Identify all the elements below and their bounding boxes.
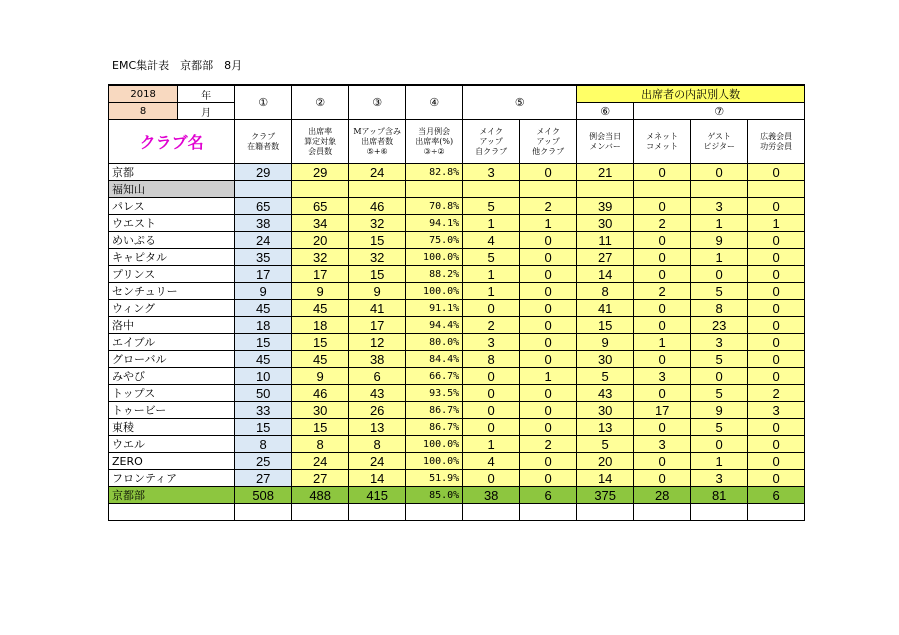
table-row [109,300,805,317]
value-cell: 82.8% [406,164,463,181]
empty-cell [406,504,463,521]
value-cell: 18 [235,317,292,334]
table-row [109,164,805,181]
value-cell: 50 [235,385,292,402]
value-cell: 32 [349,215,406,232]
table-body [109,164,805,521]
name-spacer-cell [178,317,235,334]
value-cell: 5 [691,385,748,402]
value-cell: 0 [520,470,577,487]
value-cell: 30 [577,215,634,232]
value-cell: 2 [748,385,805,402]
value-cell: 65 [235,198,292,215]
table-row [109,436,805,453]
table-row [109,453,805,470]
value-cell: 0 [748,453,805,470]
year-value: 2018 [109,85,178,103]
value-cell: 24 [292,453,349,470]
table-row [109,470,805,487]
value-cell: 0 [748,334,805,351]
value-cell: 15 [292,334,349,351]
col-header: メネット コメット [634,120,691,164]
value-cell: 32 [292,249,349,266]
value-cell: 43 [577,385,634,402]
value-cell: 0 [634,164,691,181]
value-cell: 3 [691,334,748,351]
value-cell: 9 [691,402,748,419]
col-header: ゲスト ビジター [691,120,748,164]
value-cell: 18 [292,317,349,334]
empty-cell [748,504,805,521]
table-row [109,368,805,385]
table-row [109,351,805,368]
value-cell: 14 [577,266,634,283]
col-num-1: ① [235,85,292,120]
col-num-6: ⑥ [577,103,634,120]
value-cell: 3 [463,164,520,181]
value-cell: 2 [634,283,691,300]
value-cell: 20 [292,232,349,249]
value-cell: 15 [349,232,406,249]
value-cell: 0 [634,453,691,470]
value-cell: 46 [292,385,349,402]
value-cell: 28 [634,487,691,504]
col-header: 当月例会 出席率(%) ③÷② [406,120,463,164]
value-cell: 0 [634,300,691,317]
value-cell: 0 [748,266,805,283]
value-cell: 84.4% [406,351,463,368]
value-cell: 38 [463,487,520,504]
value-cell: 8 [349,436,406,453]
value-cell: 0 [748,198,805,215]
name-spacer-cell [178,232,235,249]
value-cell: 3 [748,402,805,419]
value-cell: 0 [691,436,748,453]
document-title: EMC集計表 京都部 8月 [112,59,243,72]
value-cell: 0 [520,385,577,402]
total-row [109,487,805,504]
value-cell: 46 [349,198,406,215]
value-cell: 0 [748,317,805,334]
summary-table [108,84,805,521]
empty-cell [634,504,691,521]
value-cell: 15 [235,334,292,351]
value-cell: 0 [748,351,805,368]
value-cell: 14 [349,470,406,487]
value-cell: 5 [463,198,520,215]
value-cell: 0 [691,164,748,181]
value-cell: 45 [235,351,292,368]
club-name-cell: キャピタル [109,249,178,266]
value-cell: 5 [577,436,634,453]
table-row [109,385,805,402]
value-cell: 15 [292,419,349,436]
value-cell: 0 [748,232,805,249]
value-cell: 5 [577,368,634,385]
name-spacer-cell [178,453,235,470]
value-cell: 488 [292,487,349,504]
value-cell: 0 [748,368,805,385]
col-num-7: ⑦ [634,103,805,120]
table-row [109,317,805,334]
value-cell: 9 [691,232,748,249]
value-cell: 4 [463,232,520,249]
value-cell: 1 [520,215,577,232]
value-cell: 30 [292,402,349,419]
value-cell: 6 [748,487,805,504]
club-name-cell: ウィング [109,300,178,317]
value-cell: 0 [520,266,577,283]
value-cell: 65 [292,198,349,215]
value-cell: 34 [292,215,349,232]
value-cell: 93.5% [406,385,463,402]
value-cell: 23 [691,317,748,334]
value-cell: 0 [463,419,520,436]
value-cell: 0 [520,300,577,317]
value-cell: 15 [577,317,634,334]
value-cell: 0 [691,266,748,283]
value-cell: 41 [349,300,406,317]
value-cell: 100.0% [406,436,463,453]
value-cell: 0 [748,249,805,266]
value-cell: 9 [349,283,406,300]
value-cell: 3 [634,436,691,453]
value-cell: 4 [463,453,520,470]
name-spacer-cell [178,334,235,351]
value-cell: 5 [691,283,748,300]
value-cell: 12 [349,334,406,351]
value-cell: 6 [349,368,406,385]
value-cell: 0 [634,351,691,368]
empty-cell [109,504,178,521]
value-cell: 14 [577,470,634,487]
table-row [109,283,805,300]
value-cell: 51.9% [406,470,463,487]
name-spacer-cell [178,470,235,487]
value-cell [463,181,520,198]
name-spacer-cell [178,215,235,232]
value-cell: 0 [463,402,520,419]
value-cell: 0 [634,249,691,266]
value-cell [691,181,748,198]
value-cell: 0 [748,470,805,487]
col-header: 例会当日 メンバー [577,120,634,164]
value-cell: 17 [235,266,292,283]
value-cell: 100.0% [406,453,463,470]
value-cell: 1 [691,249,748,266]
value-cell: 3 [634,368,691,385]
value-cell: 2 [520,436,577,453]
value-cell: 43 [349,385,406,402]
value-cell [349,181,406,198]
value-cell: 0 [634,419,691,436]
value-cell: 0 [634,198,691,215]
value-cell: 35 [235,249,292,266]
value-cell: 3 [691,198,748,215]
value-cell: 10 [235,368,292,385]
value-cell: 33 [235,402,292,419]
table-row [109,181,805,198]
value-cell: 5 [691,351,748,368]
value-cell: 0 [520,419,577,436]
name-spacer-cell [178,266,235,283]
value-cell: 0 [748,419,805,436]
value-cell: 1 [691,215,748,232]
value-cell: 0 [634,266,691,283]
value-cell: 8 [463,351,520,368]
col-header: メイク アップ 自クラブ [463,120,520,164]
value-cell: 5 [463,249,520,266]
name-spacer-cell [178,402,235,419]
club-name-cell: 東稜 [109,419,178,436]
club-name-cell: ZERO [109,453,178,470]
value-cell: 26 [349,402,406,419]
empty-cell [235,504,292,521]
value-cell: 0 [520,317,577,334]
value-cell: 39 [577,198,634,215]
value-cell: 2 [463,317,520,334]
value-cell: 0 [520,249,577,266]
value-cell: 0 [463,470,520,487]
name-spacer-cell [178,385,235,402]
value-cell [406,181,463,198]
value-cell: 45 [235,300,292,317]
empty-cell [178,504,235,521]
value-cell: 30 [577,402,634,419]
breakdown-label: 出席者の内訳別人数 [577,85,805,103]
empty-row [109,504,805,521]
value-cell: 88.2% [406,266,463,283]
value-cell: 85.0% [406,487,463,504]
value-cell: 9 [292,368,349,385]
club-name-cell: 洛中 [109,317,178,334]
value-cell: 17 [349,317,406,334]
value-cell [292,181,349,198]
value-cell: 86.7% [406,402,463,419]
col-num-5: ⑤ [463,85,577,120]
value-cell: 0 [520,334,577,351]
value-cell: 11 [577,232,634,249]
empty-cell [691,504,748,521]
table-row [109,402,805,419]
year-label: 年 [178,85,235,103]
club-name-cell: グローバル [109,351,178,368]
club-name-cell: 京都 [109,164,178,181]
club-name-cell: フロンティア [109,470,178,487]
value-cell: 0 [691,368,748,385]
value-cell: 15 [349,266,406,283]
value-cell [520,181,577,198]
name-spacer-cell [178,368,235,385]
value-cell: 0 [748,283,805,300]
name-spacer-cell [178,283,235,300]
value-cell: 45 [292,300,349,317]
name-spacer-cell [178,436,235,453]
value-cell: 94.1% [406,215,463,232]
value-cell: 0 [520,283,577,300]
value-cell: 17 [634,402,691,419]
value-cell: 8 [577,283,634,300]
club-name-header: クラブ名 [109,120,235,164]
value-cell: 0 [520,232,577,249]
value-cell: 41 [577,300,634,317]
col-num-2: ② [292,85,349,120]
value-cell: 0 [520,351,577,368]
name-spacer-cell [178,351,235,368]
value-cell: 0 [748,300,805,317]
value-cell [577,181,634,198]
club-name-cell: 京都部 [109,487,178,504]
month-value: 8 [109,103,178,120]
value-cell: 0 [634,385,691,402]
value-cell: 8 [292,436,349,453]
value-cell: 24 [349,164,406,181]
value-cell: 91.1% [406,300,463,317]
value-cell: 24 [235,232,292,249]
value-cell: 38 [235,215,292,232]
value-cell: 15 [235,419,292,436]
name-spacer-cell [178,164,235,181]
value-cell: 13 [349,419,406,436]
empty-cell [292,504,349,521]
club-name-cell: プリンス [109,266,178,283]
value-cell: 0 [463,385,520,402]
empty-cell [520,504,577,521]
value-cell: 27 [292,470,349,487]
table-row [109,334,805,351]
value-cell: 45 [292,351,349,368]
value-cell: 0 [520,164,577,181]
club-name-cell: ウエスト [109,215,178,232]
col-num-4: ④ [406,85,463,120]
empty-cell [349,504,406,521]
value-cell: 0 [463,368,520,385]
value-cell: 27 [235,470,292,487]
value-cell: 415 [349,487,406,504]
value-cell: 24 [349,453,406,470]
value-cell: 0 [634,232,691,249]
value-cell: 75.0% [406,232,463,249]
value-cell: 20 [577,453,634,470]
value-cell: 81 [691,487,748,504]
value-cell: 29 [235,164,292,181]
value-cell: 3 [463,334,520,351]
value-cell: 100.0% [406,249,463,266]
value-cell: 0 [520,453,577,470]
value-cell [634,181,691,198]
name-spacer-cell [178,181,235,198]
value-cell: 17 [292,266,349,283]
name-spacer-cell [178,487,235,504]
value-cell: 2 [520,198,577,215]
club-name-cell: ウエル [109,436,178,453]
col-header: 広義会員 功労会員 [748,120,805,164]
value-cell: 1 [463,283,520,300]
name-spacer-cell [178,198,235,215]
value-cell [235,181,292,198]
value-cell: 13 [577,419,634,436]
value-cell: 8 [235,436,292,453]
value-cell: 1 [634,334,691,351]
value-cell: 86.7% [406,419,463,436]
value-cell: 70.8% [406,198,463,215]
col-header: メイク アップ 他クラブ [520,120,577,164]
club-name-cell: めいぷる [109,232,178,249]
table-row [109,198,805,215]
value-cell: 38 [349,351,406,368]
value-cell: 21 [577,164,634,181]
club-name-cell: みやび [109,368,178,385]
value-cell: 9 [235,283,292,300]
month-label: 月 [178,103,235,120]
table-row [109,249,805,266]
value-cell: 9 [292,283,349,300]
value-cell [748,181,805,198]
club-name-cell: エイブル [109,334,178,351]
value-cell: 0 [463,300,520,317]
value-cell: 3 [691,470,748,487]
value-cell: 32 [349,249,406,266]
value-cell: 100.0% [406,283,463,300]
club-name-cell: パレス [109,198,178,215]
value-cell: 508 [235,487,292,504]
value-cell: 8 [691,300,748,317]
value-cell: 29 [292,164,349,181]
col-num-3: ③ [349,85,406,120]
name-spacer-cell [178,419,235,436]
value-cell: 25 [235,453,292,470]
value-cell: 0 [634,317,691,334]
table-row [109,215,805,232]
table-row [109,419,805,436]
club-name-cell: トゥービー [109,402,178,419]
col-header: Mアップ含み 出席者数 ⑤+⑥ [349,120,406,164]
value-cell: 375 [577,487,634,504]
club-name-cell: 福知山 [109,181,178,198]
table-row [109,232,805,249]
value-cell: 80.0% [406,334,463,351]
empty-cell [577,504,634,521]
value-cell: 0 [634,470,691,487]
value-cell: 1 [520,368,577,385]
club-name-cell: センチュリー [109,283,178,300]
value-cell: 27 [577,249,634,266]
value-cell: 0 [520,402,577,419]
value-cell: 1 [463,436,520,453]
col-header: クラブ 在籍者数 [235,120,292,164]
value-cell: 1 [691,453,748,470]
club-name-cell: トップス [109,385,178,402]
name-spacer-cell [178,300,235,317]
value-cell: 0 [748,164,805,181]
value-cell: 94.4% [406,317,463,334]
value-cell: 6 [520,487,577,504]
empty-cell [463,504,520,521]
value-cell: 1 [463,266,520,283]
value-cell: 1 [748,215,805,232]
col-header: 出席率 算定対象 会員数 [292,120,349,164]
value-cell: 9 [577,334,634,351]
value-cell: 30 [577,351,634,368]
value-cell: 5 [691,419,748,436]
value-cell: 2 [634,215,691,232]
value-cell: 0 [748,436,805,453]
value-cell: 66.7% [406,368,463,385]
value-cell: 1 [463,215,520,232]
name-spacer-cell [178,249,235,266]
table-row [109,266,805,283]
